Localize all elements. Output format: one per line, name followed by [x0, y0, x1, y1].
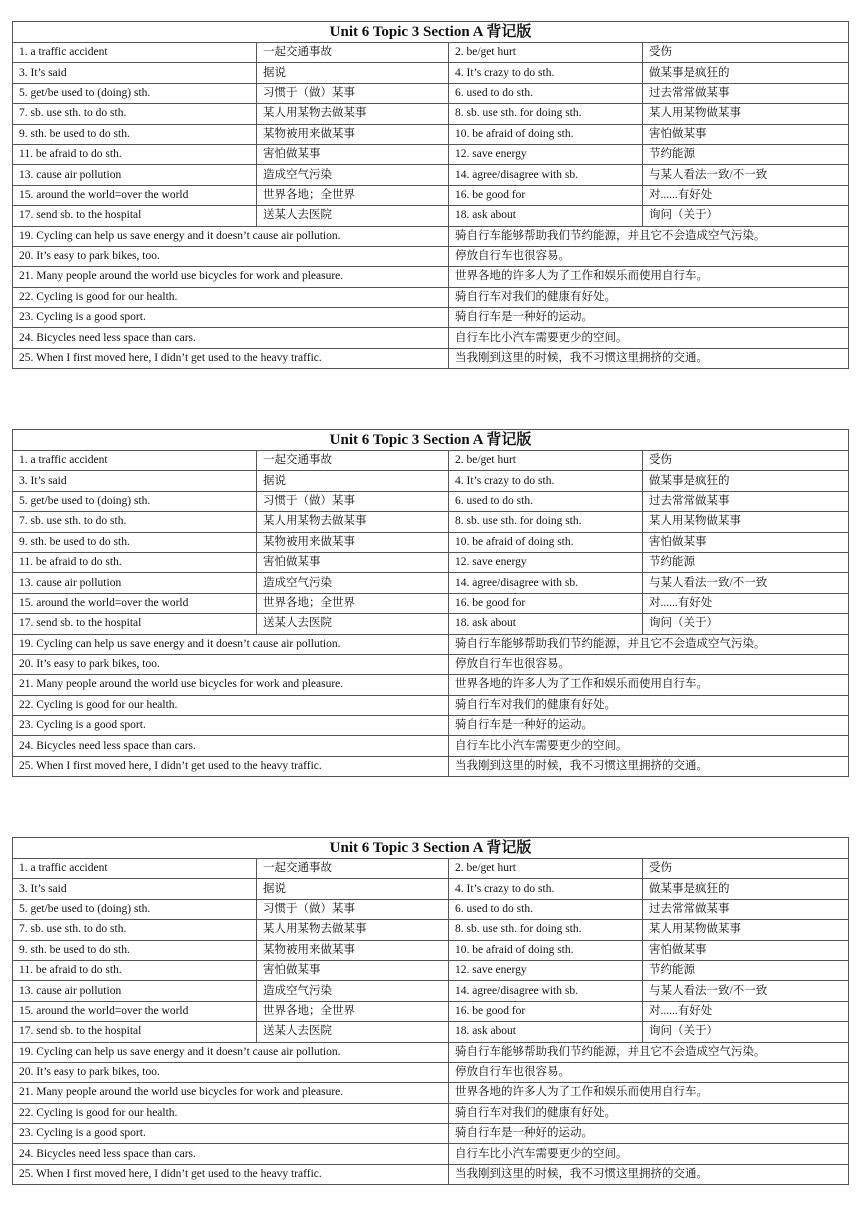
phrase-chinese: 据说	[257, 63, 449, 83]
phrase-row	[13, 83, 849, 103]
phrase-english: 8. sb. use sth. for doing sth.	[449, 920, 643, 940]
phrase-row	[13, 451, 849, 471]
phrase-row	[13, 63, 849, 83]
phrase-english: 7. sb. use sth. to do sth.	[13, 104, 257, 124]
sentence-english: 22. Cycling is good for our health.	[13, 287, 449, 307]
phrase-chinese: 世界各地；全世界	[257, 1001, 449, 1021]
title-row	[13, 430, 849, 451]
phrase-chinese: 习惯于（做）某事	[257, 83, 449, 103]
sentence-row	[13, 1042, 849, 1062]
phrase-chinese: 造成空气污染	[257, 165, 449, 185]
phrase-chinese: 害怕做某事	[257, 552, 449, 572]
phrase-chinese: 某人用某物去做某事	[257, 104, 449, 124]
phrase-english: 1. a traffic accident	[13, 859, 257, 879]
phrase-english: 10. be afraid of doing sth.	[449, 124, 643, 144]
phrase-english: 17. send sb. to the hospital	[13, 1022, 257, 1042]
phrase-english: 11. be afraid to do sth.	[13, 552, 257, 572]
vocab-table	[12, 429, 849, 777]
phrase-english: 5. get/be used to (doing) sth.	[13, 83, 257, 103]
phrase-english: 14. agree/disagree with sb.	[449, 981, 643, 1001]
phrase-chinese: 节约能源	[643, 552, 849, 572]
phrase-english: 8. sb. use sth. for doing sth.	[449, 104, 643, 124]
phrase-chinese: 据说	[257, 879, 449, 899]
phrase-chinese: 节约能源	[643, 144, 849, 164]
phrase-row	[13, 614, 849, 634]
phrase-english: 17. send sb. to the hospital	[13, 614, 257, 634]
phrase-english: 4. It’s crazy to do sth.	[449, 63, 643, 83]
sentence-row	[13, 716, 849, 736]
sentence-chinese: 自行车比小汽车需要更少的空间。	[449, 736, 849, 756]
phrase-english: 2. be/get hurt	[449, 451, 643, 471]
sentence-english: 24. Bicycles need less space than cars.	[13, 328, 449, 348]
sentence-chinese: 骑自行车能够帮助我们节约能源，并且它不会造成空气污染。	[449, 1042, 849, 1062]
phrase-row	[13, 491, 849, 511]
phrase-row	[13, 940, 849, 960]
sentence-row	[13, 1103, 849, 1123]
phrase-chinese: 一起交通事故	[257, 43, 449, 63]
phrase-row	[13, 471, 849, 491]
phrase-chinese: 某人用某物去做某事	[257, 512, 449, 532]
sentence-row	[13, 328, 849, 348]
phrase-chinese: 造成空气污染	[257, 573, 449, 593]
phrase-chinese: 受伤	[643, 451, 849, 471]
sentence-english: 19. Cycling can help us save energy and it doesn’t cause air pollution.	[13, 1042, 449, 1062]
sheet-title: Unit 6 Topic 3 Section A 背记版	[13, 22, 849, 43]
phrase-chinese: 询问（关于）	[643, 614, 849, 634]
phrase-english: 6. used to do sth.	[449, 491, 643, 511]
phrase-row	[13, 1001, 849, 1021]
phrase-english: 1. a traffic accident	[13, 43, 257, 63]
phrase-chinese: 某人用某物做某事	[643, 512, 849, 532]
phrase-row	[13, 124, 849, 144]
sentence-chinese: 当我刚到这里的时候，我不习惯这里拥挤的交通。	[449, 348, 849, 368]
phrase-english: 9. sth. be used to do sth.	[13, 940, 257, 960]
phrase-english: 17. send sb. to the hospital	[13, 206, 257, 226]
sentence-english: 25. When I first moved here, I didn’t get used to the heavy traffic.	[13, 348, 449, 368]
phrase-english: 12. save energy	[449, 144, 643, 164]
phrase-english: 4. It’s crazy to do sth.	[449, 879, 643, 899]
phrase-chinese: 造成空气污染	[257, 981, 449, 1001]
phrase-chinese: 害怕做某事	[643, 940, 849, 960]
phrase-chinese: 害怕做某事	[257, 144, 449, 164]
phrase-chinese: 一起交通事故	[257, 859, 449, 879]
phrase-row	[13, 512, 849, 532]
phrase-chinese: 对......有好处	[643, 593, 849, 613]
sentence-chinese: 骑自行车能够帮助我们节约能源，并且它不会造成空气污染。	[449, 634, 849, 654]
phrase-english: 14. agree/disagree with sb.	[449, 573, 643, 593]
phrase-english: 11. be afraid to do sth.	[13, 144, 257, 164]
sentence-row	[13, 756, 849, 776]
sentence-row	[13, 1144, 849, 1164]
phrase-chinese: 害怕做某事	[643, 532, 849, 552]
phrase-chinese: 送某人去医院	[257, 206, 449, 226]
phrase-english: 14. agree/disagree with sb.	[449, 165, 643, 185]
sentence-row	[13, 1083, 849, 1103]
sentence-row	[13, 1062, 849, 1082]
phrase-english: 4. It’s crazy to do sth.	[449, 471, 643, 491]
phrase-english: 3. It’s said	[13, 879, 257, 899]
phrase-english: 18. ask about	[449, 614, 643, 634]
phrase-row	[13, 593, 849, 613]
phrase-chinese: 做某事是疯狂的	[643, 63, 849, 83]
phrase-english: 15. around the world=over the world	[13, 185, 257, 205]
phrase-row	[13, 573, 849, 593]
phrase-english: 9. sth. be used to do sth.	[13, 532, 257, 552]
phrase-english: 18. ask about	[449, 1022, 643, 1042]
phrase-chinese: 某人用某物做某事	[643, 104, 849, 124]
sentence-chinese: 自行车比小汽车需要更少的空间。	[449, 328, 849, 348]
sentence-row	[13, 695, 849, 715]
phrase-english: 2. be/get hurt	[449, 43, 643, 63]
phrase-chinese: 送某人去医院	[257, 1022, 449, 1042]
phrase-english: 10. be afraid of doing sth.	[449, 532, 643, 552]
phrase-row	[13, 899, 849, 919]
sentence-english: 19. Cycling can help us save energy and it doesn’t cause air pollution.	[13, 634, 449, 654]
phrase-english: 10. be afraid of doing sth.	[449, 940, 643, 960]
sentence-english: 20. It’s easy to park bikes, too.	[13, 1062, 449, 1082]
sentence-english: 25. When I first moved here, I didn’t get used to the heavy traffic.	[13, 1164, 449, 1184]
phrase-english: 16. be good for	[449, 185, 643, 205]
phrase-row	[13, 206, 849, 226]
sentence-row	[13, 654, 849, 674]
phrase-chinese: 与某人看法一致/不一致	[643, 573, 849, 593]
sentence-english: 24. Bicycles need less space than cars.	[13, 1144, 449, 1164]
sentence-chinese: 骑自行车对我们的健康有好处。	[449, 287, 849, 307]
phrase-english: 15. around the world=over the world	[13, 593, 257, 613]
vocab-sheet-1	[12, 21, 848, 369]
phrase-english: 13. cause air pollution	[13, 981, 257, 1001]
phrase-english: 3. It’s said	[13, 471, 257, 491]
phrase-chinese: 习惯于（做）某事	[257, 491, 449, 511]
phrase-chinese: 询问（关于）	[643, 206, 849, 226]
phrase-chinese: 过去常常做某事	[643, 899, 849, 919]
phrase-chinese: 节约能源	[643, 960, 849, 980]
phrase-row	[13, 552, 849, 572]
phrase-english: 8. sb. use sth. for doing sth.	[449, 512, 643, 532]
sentence-chinese: 自行车比小汽车需要更少的空间。	[449, 1144, 849, 1164]
sentence-row	[13, 226, 849, 246]
phrase-english: 13. cause air pollution	[13, 165, 257, 185]
sentence-row	[13, 634, 849, 654]
phrase-english: 7. sb. use sth. to do sth.	[13, 512, 257, 532]
phrase-chinese: 做某事是疯狂的	[643, 471, 849, 491]
sentence-english: 21. Many people around the world use bicycles for work and pleasure.	[13, 675, 449, 695]
sentence-row	[13, 1164, 849, 1184]
sentence-chinese: 当我刚到这里的时候，我不习惯这里拥挤的交通。	[449, 756, 849, 776]
phrase-chinese: 过去常常做某事	[643, 491, 849, 511]
sentence-chinese: 停放自行车也很容易。	[449, 1062, 849, 1082]
sentence-row	[13, 348, 849, 368]
sentence-chinese: 当我刚到这里的时候，我不习惯这里拥挤的交通。	[449, 1164, 849, 1184]
phrase-row	[13, 165, 849, 185]
phrase-row	[13, 859, 849, 879]
sentence-english: 22. Cycling is good for our health.	[13, 1103, 449, 1123]
sentence-english: 20. It’s easy to park bikes, too.	[13, 654, 449, 674]
phrase-chinese: 某物被用来做某事	[257, 532, 449, 552]
sentence-row	[13, 267, 849, 287]
sentence-english: 22. Cycling is good for our health.	[13, 695, 449, 715]
title-row	[13, 838, 849, 859]
sentence-english: 25. When I first moved here, I didn’t get used to the heavy traffic.	[13, 756, 449, 776]
phrase-english: 12. save energy	[449, 960, 643, 980]
title-row	[13, 22, 849, 43]
phrase-chinese: 送某人去医院	[257, 614, 449, 634]
sentence-row	[13, 287, 849, 307]
phrase-chinese: 据说	[257, 471, 449, 491]
phrase-english: 9. sth. be used to do sth.	[13, 124, 257, 144]
phrase-row	[13, 879, 849, 899]
phrase-chinese: 某物被用来做某事	[257, 940, 449, 960]
sentence-row	[13, 246, 849, 266]
phrase-english: 16. be good for	[449, 1001, 643, 1021]
sentence-row	[13, 736, 849, 756]
phrase-chinese: 询问（关于）	[643, 1022, 849, 1042]
vocab-sheet-2	[12, 429, 848, 777]
sentence-chinese: 骑自行车是一种好的运动。	[449, 716, 849, 736]
phrase-chinese: 某物被用来做某事	[257, 124, 449, 144]
phrase-english: 3. It’s said	[13, 63, 257, 83]
phrase-english: 18. ask about	[449, 206, 643, 226]
phrase-chinese: 害怕做某事	[643, 124, 849, 144]
sentence-chinese: 停放自行车也很容易。	[449, 654, 849, 674]
phrase-chinese: 对......有好处	[643, 185, 849, 205]
phrase-chinese: 过去常常做某事	[643, 83, 849, 103]
sentence-chinese: 骑自行车是一种好的运动。	[449, 1124, 849, 1144]
phrase-english: 16. be good for	[449, 593, 643, 613]
phrase-chinese: 某人用某物去做某事	[257, 920, 449, 940]
phrase-row	[13, 981, 849, 1001]
phrase-english: 2. be/get hurt	[449, 859, 643, 879]
sentence-chinese: 世界各地的许多人为了工作和娱乐而使用自行车。	[449, 267, 849, 287]
phrase-row	[13, 532, 849, 552]
sentence-english: 24. Bicycles need less space than cars.	[13, 736, 449, 756]
vocab-sheet-3	[12, 837, 848, 1185]
sentence-english: 23. Cycling is a good sport.	[13, 1124, 449, 1144]
sentence-chinese: 骑自行车是一种好的运动。	[449, 308, 849, 328]
sentence-chinese: 骑自行车能够帮助我们节约能源，并且它不会造成空气污染。	[449, 226, 849, 246]
sentence-english: 21. Many people around the world use bicycles for work and pleasure.	[13, 267, 449, 287]
phrase-chinese: 受伤	[643, 859, 849, 879]
phrase-row	[13, 144, 849, 164]
phrase-row	[13, 185, 849, 205]
phrase-english: 12. save energy	[449, 552, 643, 572]
sentence-chinese: 骑自行车对我们的健康有好处。	[449, 1103, 849, 1123]
sentence-chinese: 世界各地的许多人为了工作和娱乐而使用自行车。	[449, 675, 849, 695]
sentence-chinese: 停放自行车也很容易。	[449, 246, 849, 266]
phrase-chinese: 某人用某物做某事	[643, 920, 849, 940]
phrase-chinese: 与某人看法一致/不一致	[643, 165, 849, 185]
phrase-english: 1. a traffic accident	[13, 451, 257, 471]
phrase-english: 5. get/be used to (doing) sth.	[13, 491, 257, 511]
phrase-english: 13. cause air pollution	[13, 573, 257, 593]
phrase-english: 6. used to do sth.	[449, 83, 643, 103]
vocab-table	[12, 837, 849, 1185]
phrase-row	[13, 960, 849, 980]
sentence-row	[13, 1124, 849, 1144]
phrase-row	[13, 1022, 849, 1042]
sentence-english: 19. Cycling can help us save energy and it doesn’t cause air pollution.	[13, 226, 449, 246]
phrase-row	[13, 104, 849, 124]
sentence-row	[13, 675, 849, 695]
vocab-table	[12, 21, 849, 369]
phrase-chinese: 与某人看法一致/不一致	[643, 981, 849, 1001]
phrase-chinese: 害怕做某事	[257, 960, 449, 980]
phrase-chinese: 一起交通事故	[257, 451, 449, 471]
sentence-english: 23. Cycling is a good sport.	[13, 308, 449, 328]
sheet-title: Unit 6 Topic 3 Section A 背记版	[13, 838, 849, 859]
sentence-english: 23. Cycling is a good sport.	[13, 716, 449, 736]
phrase-chinese: 习惯于（做）某事	[257, 899, 449, 919]
sentence-chinese: 世界各地的许多人为了工作和娱乐而使用自行车。	[449, 1083, 849, 1103]
phrase-chinese: 对......有好处	[643, 1001, 849, 1021]
sentence-row	[13, 308, 849, 328]
sentence-chinese: 骑自行车对我们的健康有好处。	[449, 695, 849, 715]
sheet-title: Unit 6 Topic 3 Section A 背记版	[13, 430, 849, 451]
phrase-english: 15. around the world=over the world	[13, 1001, 257, 1021]
sentence-english: 20. It’s easy to park bikes, too.	[13, 246, 449, 266]
phrase-english: 5. get/be used to (doing) sth.	[13, 899, 257, 919]
phrase-chinese: 受伤	[643, 43, 849, 63]
phrase-english: 11. be afraid to do sth.	[13, 960, 257, 980]
phrase-row	[13, 43, 849, 63]
phrase-chinese: 世界各地；全世界	[257, 185, 449, 205]
phrase-english: 7. sb. use sth. to do sth.	[13, 920, 257, 940]
phrase-row	[13, 920, 849, 940]
sentence-english: 21. Many people around the world use bicycles for work and pleasure.	[13, 1083, 449, 1103]
phrase-chinese: 世界各地；全世界	[257, 593, 449, 613]
phrase-english: 6. used to do sth.	[449, 899, 643, 919]
phrase-chinese: 做某事是疯狂的	[643, 879, 849, 899]
